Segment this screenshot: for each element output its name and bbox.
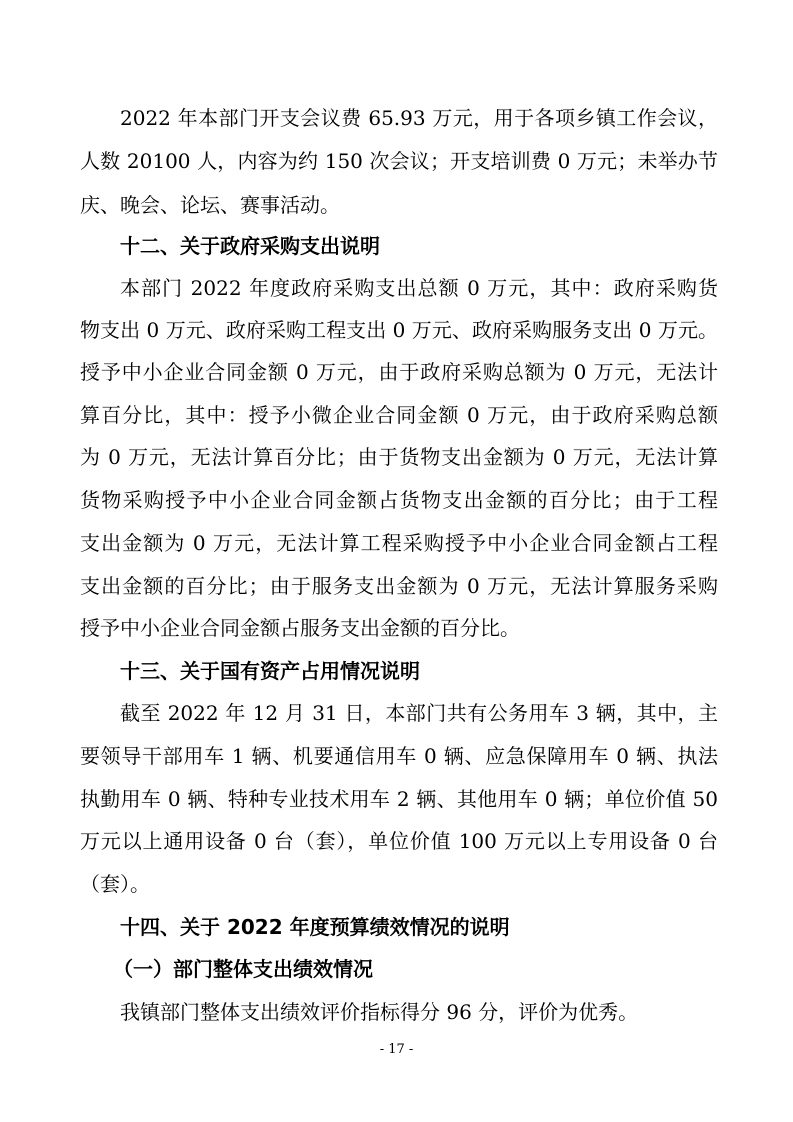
paragraph-line: 算百分比，其中：授予小微企业合同金额 0 万元，由于政府采购总额 bbox=[80, 403, 718, 427]
page-number: - 17 - bbox=[379, 1042, 414, 1057]
paragraph-line: 授予中小企业合同金额占服务支出金额的百分比。 bbox=[80, 616, 520, 640]
paragraph-line: 执勤用车 0 辆、特种专业技术用车 2 辆、其他用车 0 辆；单位价值 50 bbox=[80, 787, 718, 811]
paragraph-line: 我镇部门整体支出绩效评价指标得分 96 分，评价为优秀。 bbox=[120, 1000, 639, 1024]
paragraph-line: 万元以上通用设备 0 台（套），单位价值 100 万元以上专用设备 0 台 bbox=[80, 829, 718, 853]
paragraph-line: 支出金额为 0 万元，无法计算工程采购授予中小企业合同金额占工程 bbox=[80, 531, 718, 555]
section-heading: 十三、关于国有资产占用情况说明 bbox=[120, 659, 420, 683]
section-heading: 十二、关于政府采购支出说明 bbox=[120, 234, 380, 258]
paragraph-line: 为 0 万元，无法计算百分比；由于货物支出金额为 0 万元，无法计算 bbox=[80, 445, 718, 469]
paragraph-line: 庆、晚会、论坛、赛事活动。 bbox=[80, 193, 340, 217]
paragraph-line: 授予中小企业合同金额 0 万元，由于政府采购总额为 0 万元，无法计 bbox=[80, 360, 718, 384]
paragraph-line: 本部门 2022 年度政府采购支出总额 0 万元，其中：政府采购货 bbox=[120, 276, 718, 300]
paragraph-line: 要领导干部用车 1 辆、机要通信用车 0 辆、应急保障用车 0 辆、执法 bbox=[80, 744, 718, 768]
paragraph-line: 货物采购授予中小企业合同金额占货物支出金额的百分比；由于工程 bbox=[80, 488, 718, 512]
paragraph-line: （套）。 bbox=[80, 872, 150, 896]
subsection-heading: （一）部门整体支出绩效情况 bbox=[113, 957, 373, 981]
paragraph-line: 支出金额的百分比；由于服务支出金额为 0 万元，无法计算服务采购 bbox=[80, 574, 718, 598]
paragraph-line: 人数 20100 人，内容为约 150 次会议；开支培训费 0 万元；未举办节 bbox=[80, 149, 718, 173]
paragraph-line: 2022 年本部门开支会议费 65.93 万元，用于各项乡镇工作会议， bbox=[120, 106, 718, 130]
paragraph-line: 物支出 0 万元、政府采购工程支出 0 万元、政府采购服务支出 0 万元。 bbox=[80, 318, 718, 342]
paragraph-line: 截至 2022 年 12 月 31 日，本部门共有公务用车 3 辆，其中，主 bbox=[120, 701, 718, 725]
section-heading: 十四、关于 2022 年度预算绩效情况的说明 bbox=[120, 915, 510, 939]
